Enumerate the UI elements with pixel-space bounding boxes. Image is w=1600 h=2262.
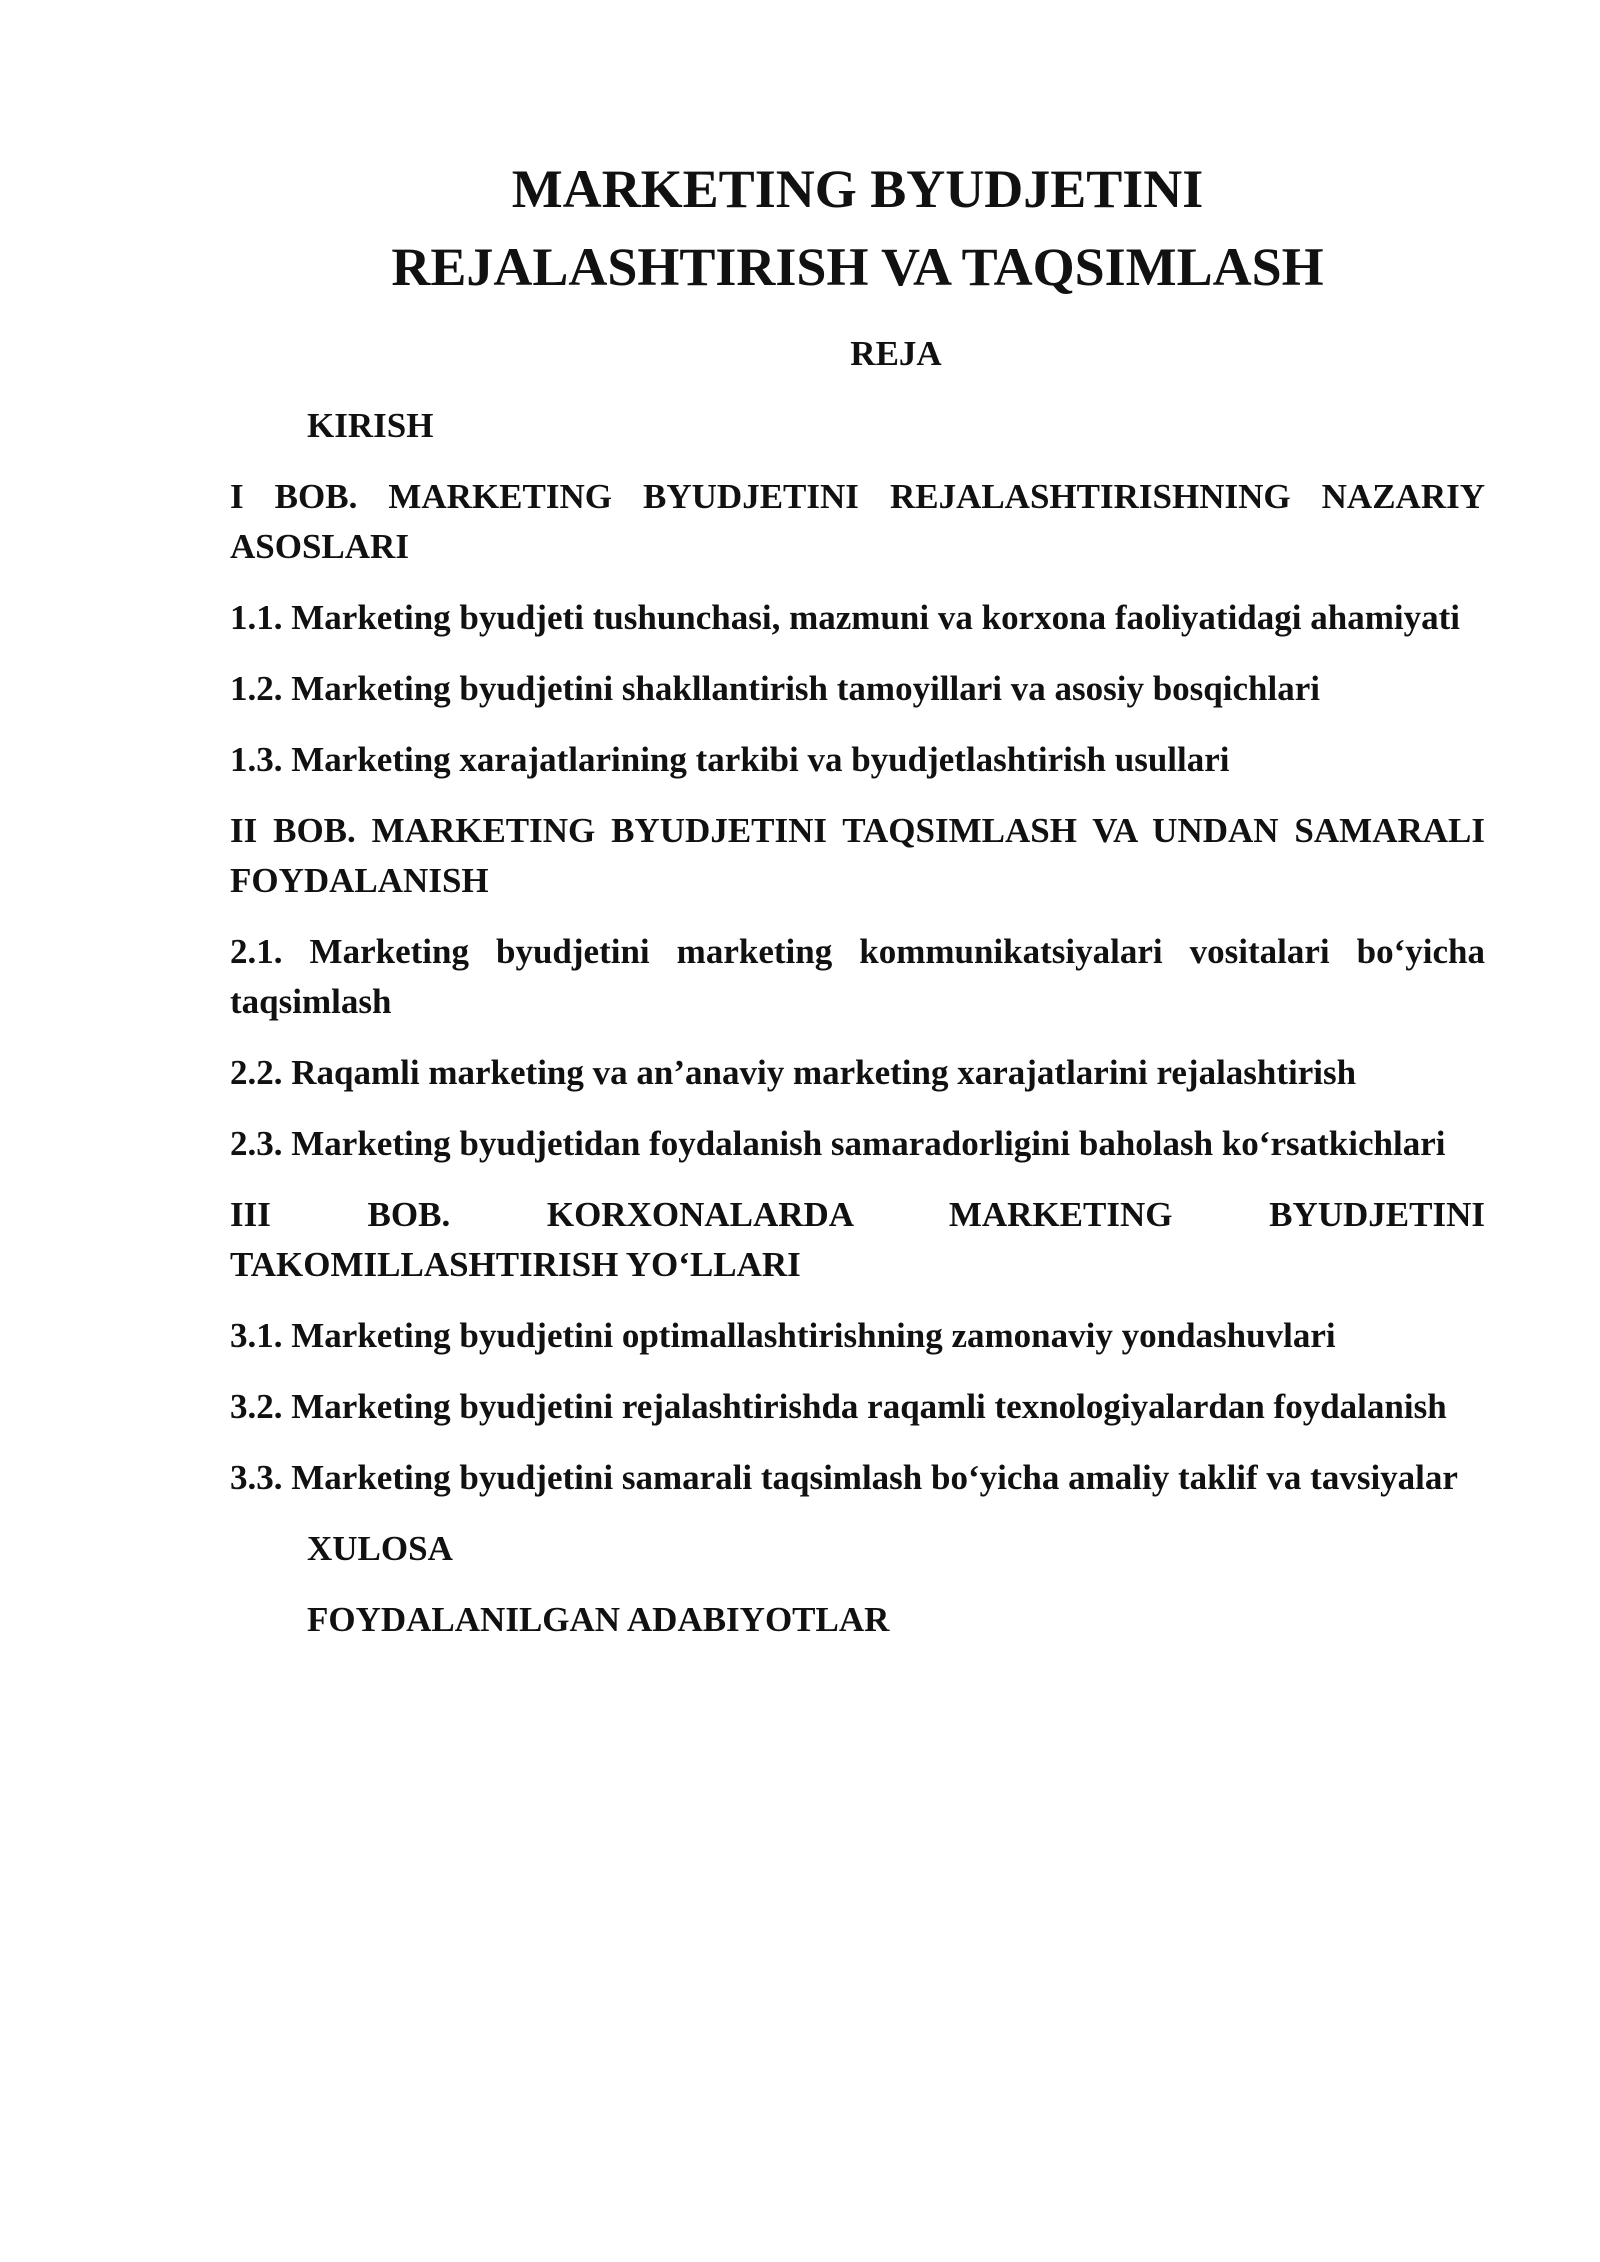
table-of-contents	[230, 401, 1485, 1666]
toc-section-3-1: 3.1. Marketing byudjetini optimallashtirishning zamonaviy yondashuvlari	[230, 1316, 1336, 1355]
document-title	[230, 150, 1485, 306]
toc-references: FOYDALANILGAN ADABIYOTLAR	[307, 1600, 890, 1639]
plan-heading: REJA	[850, 334, 942, 373]
toc-chapter-3: III BOB. KORXONALARDA MARKETING BYUDJETINI TAKOMILLASHTIRISH YO‘LLARI	[230, 1195, 1485, 1284]
toc-conclusion: XULOSA	[307, 1529, 453, 1568]
title-line-1: MARKETING BYUDJETINI	[511, 159, 1204, 219]
toc-section-3-3: 3.3. Marketing byudjetini samarali taqsimlash bo‘yicha amaliy taklif va tavsiyalar	[230, 1458, 1458, 1497]
toc-section-1-2: 1.2. Marketing byudjetini shakllantirish tamoyillari va asosiy bosqichlari	[230, 669, 1320, 708]
toc-section-2-1: 2.1. Marketing byudjetini marketing kommunikatsiyalari vositalari bo‘yicha taqsimlash	[230, 932, 1485, 1021]
toc-section-2-3: 2.3. Marketing byudjetidan foydalanish samaradorligini baholash ko‘rsatkichlari	[230, 1124, 1446, 1163]
toc-chapter-1: I BOB. MARKETING BYUDJETINI REJALASHTIRISHNING NAZARIY ASOSLARI	[230, 477, 1485, 566]
toc-section-3-2: 3.2. Marketing byudjetini rejalashtirishda raqamli texnologiyalardan foydalanish	[230, 1387, 1447, 1426]
toc-section-2-2: 2.2. Raqamli marketing va an’anaviy marketing xarajatlarini rejalashtirish	[230, 1053, 1357, 1092]
toc-chapter-2: II BOB. MARKETING BYUDJETINI TAQSIMLASH VA UNDAN SAMARALI FOYDALANISH	[230, 811, 1485, 900]
toc-section-1-3: 1.3. Marketing xarajatlarining tarkibi va byudjetlashtirish usullari	[230, 740, 1230, 779]
title-line-2: REJALASHTIRISH VA TAQSIMLASH	[391, 237, 1324, 297]
toc-section-1-1: 1.1. Marketing byudjeti tushunchasi, mazmuni va korxona faoliyatidagi ahamiyati	[230, 598, 1460, 637]
toc-introduction: KIRISH	[307, 406, 434, 445]
